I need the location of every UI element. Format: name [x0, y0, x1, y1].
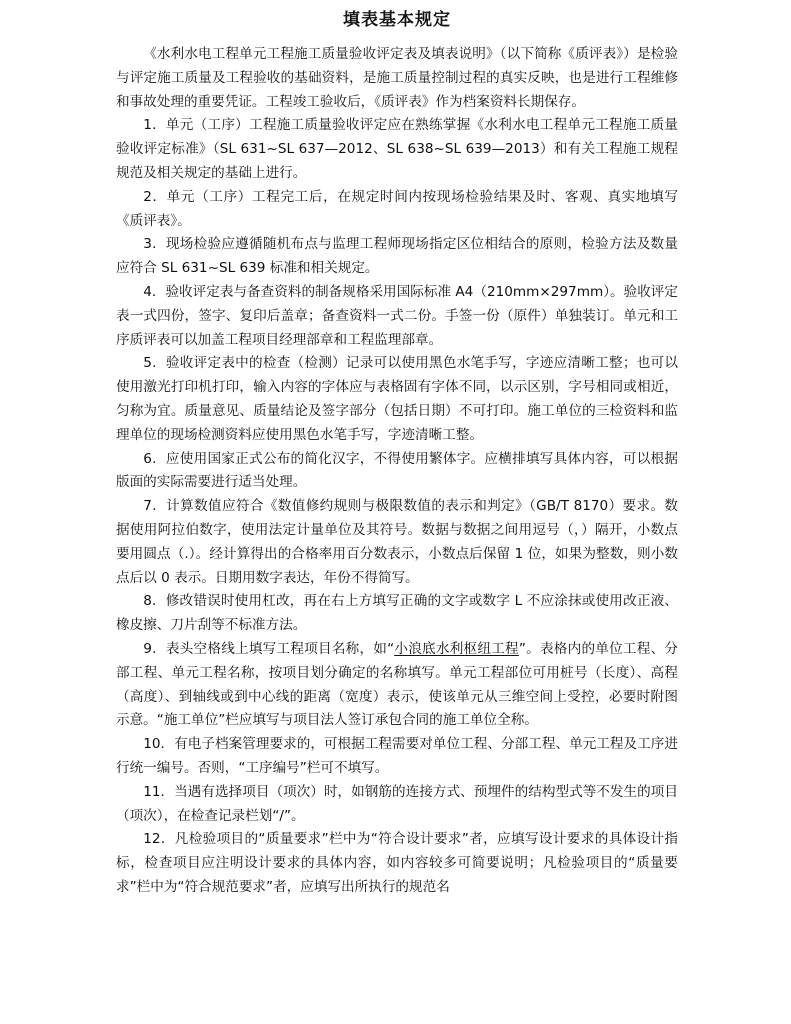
rule-9-paragraph [116, 638, 678, 733]
document-title: 填表基本规定 [343, 10, 451, 30]
project-name-example: 小浪底水利枢纽工程 [394, 640, 519, 657]
document-page [116, 8, 678, 900]
rule-4-paragraph: 4．验收评定表与备查资料的制备规格采用国际标准 A4（210mm×297mm）。验收评定表一式四份，签字、复印后盖章；备查资料一式二份。手签一份（原件）单独装订。单元和工序质评表可以加盖工程项目经理部章和工程监理部章。 [116, 283, 678, 348]
rule-7-paragraph: 7．计算数值应符合《数值修约规则与极限数值的表示和判定》（GB/T 8170）要求。数据使用阿拉伯数字，使用法定计量单位及其符号。数据与数据之间用逗号（，）隔开，小数点要用圆点（.）。经计算得出的合格率用百分数表示，小数点后保留 1 位，如果为整数，则小数点后以 0 表示。日期用数字表达，年份不得简写。 [116, 498, 678, 586]
rule-5-paragraph: 5．验收评定表中的检查（检测）记录可以使用黑色水笔手写，字迹应清晰工整；也可以使用激光打印机打印，输入内容的字体应与表格固有字体不同，以示区别，字号相同或相近，匀称为宜。质量意见、质量结论及签字部分（包括日期）不可打印。施工单位的三检资料和监理单位的现场检测资料应使用黑色水笔手写，字迹清晰工整。 [116, 355, 678, 443]
rule-12-paragraph: 12．凡检验项目的“质量要求”栏中为“符合设计要求”者，应填写设计要求的具体设计指标，检查项目应注明设计要求的具体内容，如内容较多可简要说明；凡检验项目的“质量要求”栏中为“符合规范要求”者，应填写出所执行的规范名 [116, 831, 678, 895]
intro-paragraph: 《水利水电工程单元工程施工质量验收评定表及填表说明》（以下简称《质评表》）是检验与评定施工质量及工程验收的基础资料，是施工质量控制过程的真实反映，也是进行工程维修和事故处理的重要凭证。工程竣工验收后，《质评表》作为档案资料长期保存。 [116, 46, 678, 110]
rule-10-paragraph: 10．有电子档案管理要求的，可根据工程需要对单位工程、分部工程、单元工程及工序进行统一编号。否则，“工序编号”栏可不填写。 [116, 736, 678, 776]
rule-6-paragraph: 6．应使用国家正式公布的简化汉字，不得使用繁体字。应横排填写具体内容，可以根据版面的实际需要进行适当处理。 [116, 450, 678, 491]
rule-3-paragraph: 3．现场检验应遵循随机布点与监理工程师现场指定区位相结合的原则，检验方法及数量应符合 SL 631~SL 639 标准和相关规定。 [116, 236, 678, 277]
rule-11-paragraph: 11．当遇有选择项目（项次）时，如钢筋的连接方式、预埋件的结构型式等不发生的项目（项次），在检查记录栏划“/”。 [116, 783, 678, 824]
rule-1-paragraph: 1．单元（工序）工程施工质量验收评定应在熟练掌握《水利水电工程单元工程施工质量验收评定标准》（SL 631~SL 637—2012、SL 638~SL 639—2013）和有关工程施工规程规范及相关规定的基础上进行。 [116, 117, 678, 181]
rule-9-text-before: 9．表头空格线上填写工程项目名称，如“ [143, 640, 395, 657]
rule-9-text-after: ”。表格内的单位工程、分部工程、单元工程名称，按项目划分确定的名称填写。单元工程部位可用桩号（长度）、高程（高度）、到轴线或到中心线的距离（宽度）表示，使该单元从三维空间上受控，必要时附图示意。“施工单位”栏应填写与项目法人签订承包合同的施工单位全称。 [116, 640, 678, 729]
rule-8-paragraph: 8．修改错误时使用杠改，再在右上方填写正确的文字或数字 L 不应涂抹或使用改正液、橡皮擦、刀片刮等不标准方法。 [116, 593, 678, 634]
rule-2-paragraph: 2．单元（工序）工程完工后，在规定时间内按现场检验结果及时、客观、真实地填写《质评表》。 [116, 188, 678, 229]
